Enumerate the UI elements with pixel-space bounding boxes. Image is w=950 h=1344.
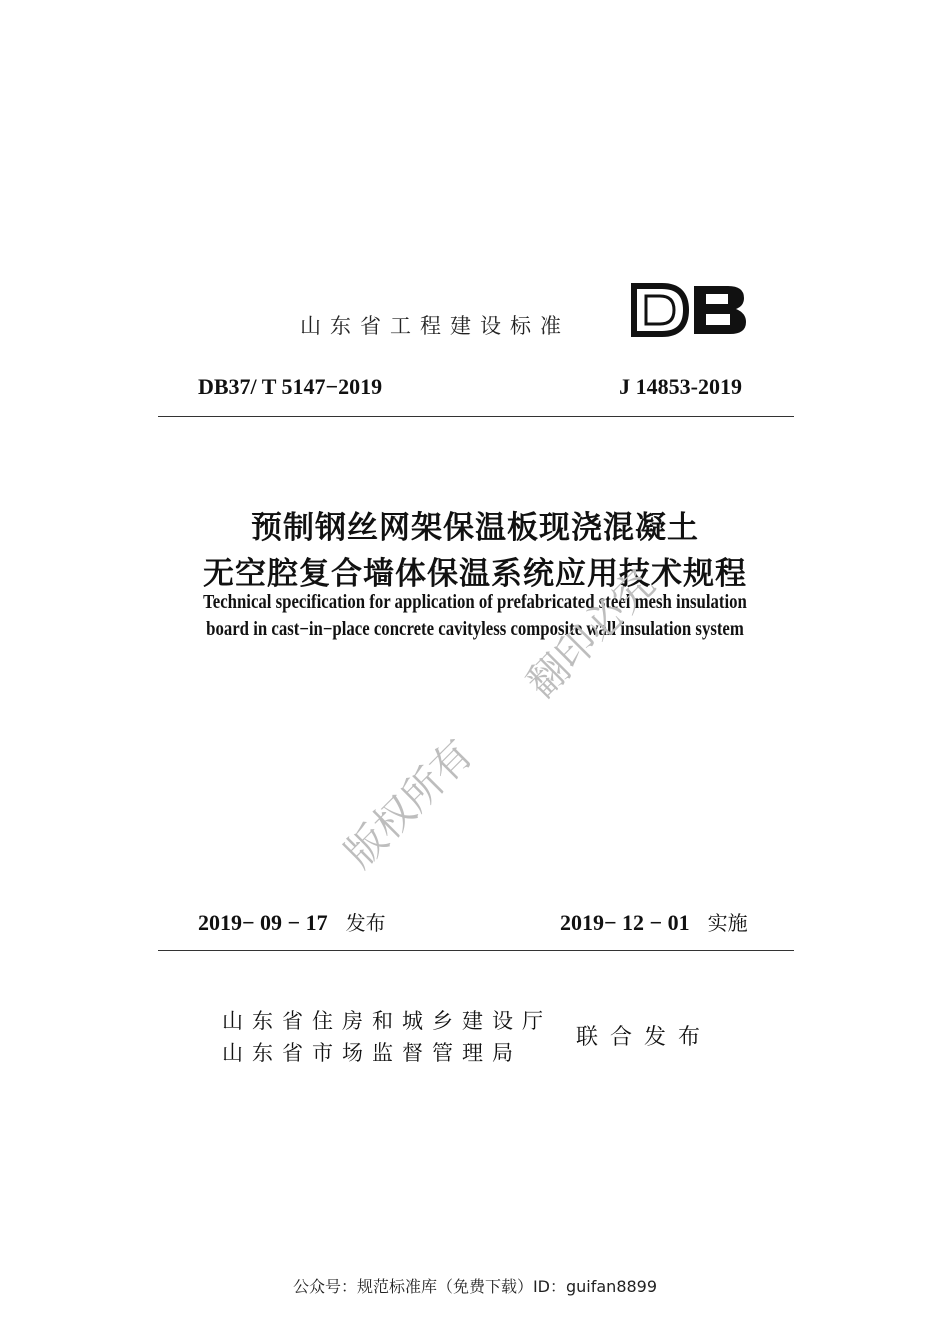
- issue-date: 2019− 09 − 17: [198, 910, 328, 935]
- issue-date-row: [198, 907, 386, 936]
- title-cn-line2: 无空腔复合墙体保温系统应用技术规程: [203, 556, 747, 592]
- issue-label: 发布: [345, 911, 386, 935]
- effective-date: 2019− 12 − 01: [560, 910, 690, 935]
- db-logo: [628, 282, 748, 338]
- issuer-line2: 山东省市场监督管理局: [222, 1041, 522, 1065]
- publisher-category: 山东省工程建设标准: [300, 314, 570, 338]
- title-en-line2: board in cast−in−place concrete cavityless composite wall insulation system: [206, 619, 744, 640]
- joint-issue-label: 联合发布: [576, 1025, 713, 1050]
- bottom-divider: [158, 950, 794, 951]
- effective-date-row: [560, 907, 748, 936]
- title-cn-line1: 预制钢丝网架保温板现浇混凝土: [251, 510, 699, 546]
- title-en-line1: Technical specification for application of prefabricated steel mesh insulation: [203, 592, 747, 613]
- footer-note: 公众号：规范标准库（免费下载）ID：guifan8899: [292, 1277, 658, 1296]
- effective-label: 实施: [707, 911, 748, 935]
- watermark-reprint: 翻印必究: [518, 561, 665, 707]
- watermark-copyright: 版权所有: [336, 731, 483, 877]
- issuer-line1: 山东省住房和城乡建设厅: [222, 1009, 552, 1033]
- standard-number: DB37/ T 5147−2019: [198, 374, 383, 399]
- record-number: J 14853-2019: [619, 374, 742, 399]
- top-divider: [158, 416, 794, 417]
